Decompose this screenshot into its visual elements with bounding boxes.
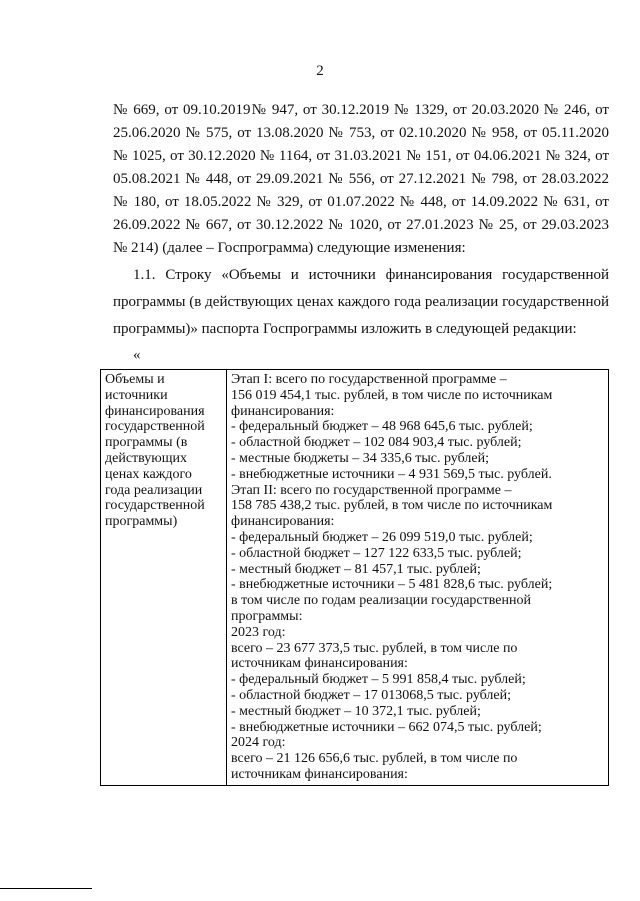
page-number: 2 xyxy=(316,63,324,79)
content-line: Этап I: всего по государственной программе – xyxy=(231,372,507,387)
label-line: действующих xyxy=(105,450,188,466)
content-line: 158 785 438,2 тыс. рублей, в том числе по источникам xyxy=(231,498,553,514)
label-line: государственной xyxy=(105,419,205,435)
content-line: всего – 23 677 373,5 тыс. рублей, в том числе по xyxy=(231,640,518,656)
text-line: программы (в действующих ценах каждого года реализации государственной xyxy=(113,294,609,310)
content-line: - федеральный бюджет – 48 968 645,6 тыс. рублей; xyxy=(231,419,533,435)
label-line: программы (в xyxy=(105,435,188,451)
content-line: - внебюджетные источники – 5 481 828,6 тыс. рублей; xyxy=(231,577,553,593)
content-line: 2023 год: xyxy=(231,624,286,640)
content-line: 2024 год: xyxy=(231,735,286,751)
label-cell xyxy=(101,370,227,786)
text-line: 26.09.2022 № 667, от 30.12.2022 № 1020, от 27.01.2023 № 25, от 29.03.2023 xyxy=(113,217,609,233)
passport-table xyxy=(100,369,609,786)
content-line: - внебюджетные источники – 4 931 569,5 тыс. рублей. xyxy=(231,466,552,482)
content-line: - областной бюджет – 17 013068,5 тыс. рублей; xyxy=(231,687,511,703)
content-line: - местные бюджеты – 34 335,6 тыс. рублей; xyxy=(231,450,489,466)
label-line: года реализации xyxy=(105,482,203,498)
content-line: - областной бюджет – 102 084 903,4 тыс. рублей; xyxy=(231,435,522,451)
content-line: - федеральный бюджет – 26 099 519,0 тыс. рублей; xyxy=(231,529,533,545)
text-line: 25.06.2020 № 575, от 13.08.2020 № 753, от 02.10.2020 № 958, от 05.11.2020 xyxy=(113,125,609,141)
content-line: 156 019 454,1 тыс. рублей, в том числе по источникам xyxy=(231,387,553,403)
content-line: программы: xyxy=(231,608,303,624)
content-line: финансирования: xyxy=(231,514,335,530)
content-line: источникам финансирования: xyxy=(231,766,408,782)
content-line: - областной бюджет – 127 122 633,5 тыс. рублей; xyxy=(231,545,522,561)
text-line: программы)» паспорта Госпрограммы изложить в следующей редакции: xyxy=(113,321,577,337)
content-line: - местный бюджет – 81 457,1 тыс. рублей; xyxy=(231,561,481,577)
label-line: источники xyxy=(105,387,168,403)
text-line: № 669, от 09.10.2019№ 947, от 30.12.2019 № 1329, от 20.03.2020 № 246, от xyxy=(113,102,609,118)
label-line: ценах каждого xyxy=(105,466,192,482)
text-line: № 180, от 18.05.2022 № 329, от 01.07.2022 № 448, от 14.09.2022 № 631, от xyxy=(113,194,609,210)
text-line: № 214) (далее – Госпрограмма) следующие изменения: xyxy=(113,240,466,256)
label-line: программы) xyxy=(105,514,178,530)
text-line: № 1025, от 30.12.2020 № 1164, от 31.03.2021 № 151, от 04.06.2021 № 324, от xyxy=(113,148,609,164)
content-line: всего – 21 126 656,6 тыс. рублей, в том числе по xyxy=(231,751,518,767)
label-line: государственной xyxy=(105,498,205,514)
opening-quote: « xyxy=(133,347,141,363)
content-line: Этап II: всего по государственной программе – xyxy=(231,482,512,498)
content-line: финансирования: xyxy=(231,403,335,419)
content-line: источникам финансирования: xyxy=(231,656,408,672)
content-line: - местный бюджет – 10 372,1 тыс. рублей; xyxy=(231,703,481,719)
footnote-divider xyxy=(0,888,92,889)
text-line: 1.1. Строку «Объемы и источники финансирования государственной xyxy=(133,267,609,283)
content-line: - федеральный бюджет – 5 991 858,4 тыс. рублей; xyxy=(231,672,526,688)
table-row xyxy=(101,370,609,786)
content-line: - внебюджетные источники – 662 074,5 тыс. рублей; xyxy=(231,719,542,735)
label-line: финансирования xyxy=(105,403,205,419)
text-line: 05.08.2021 № 448, от 29.09.2021 № 556, от 27.12.2021 № 798, от 28.03.2022 xyxy=(113,171,609,187)
content-cell xyxy=(227,370,609,786)
label-line: Объемы и xyxy=(105,372,165,387)
content-line: в том числе по годам реализации государственной xyxy=(231,593,531,609)
